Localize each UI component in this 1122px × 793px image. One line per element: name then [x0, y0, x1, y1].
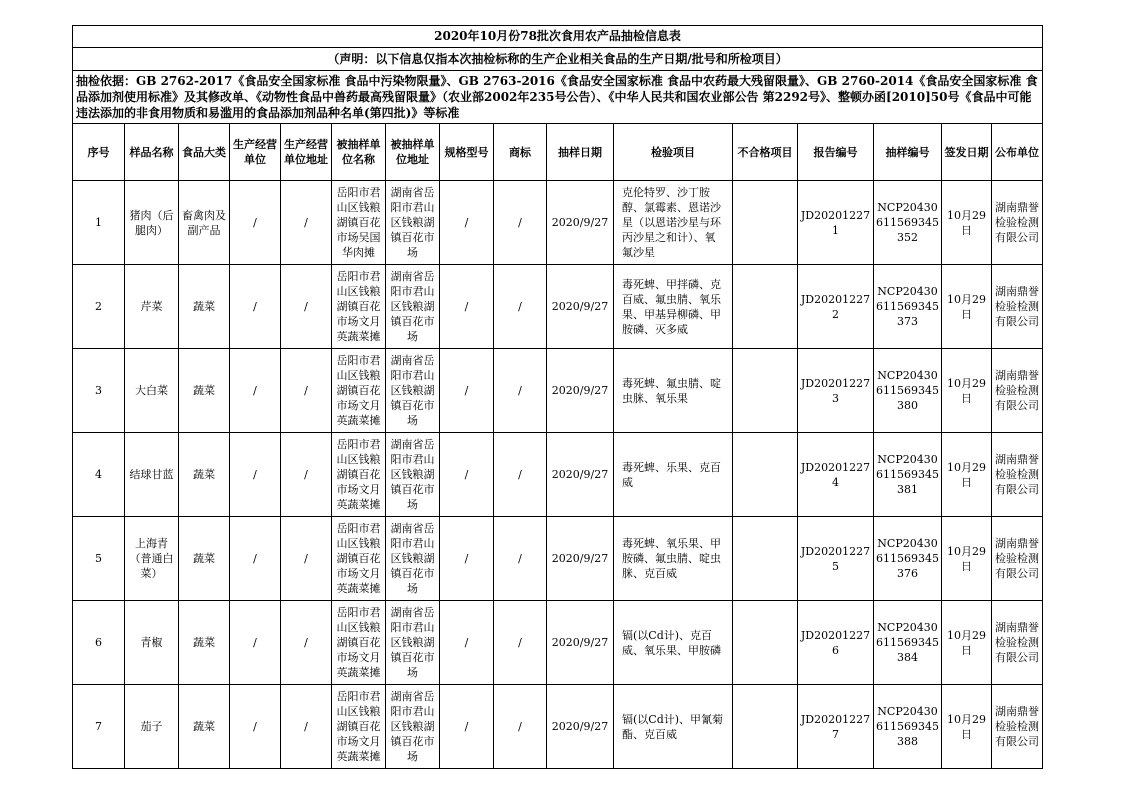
cell-sample-no: NCP20430611569345381: [874, 433, 942, 517]
header-category: 食品大类: [179, 124, 230, 181]
table-body: [73, 181, 1043, 769]
cell-brand: /: [494, 517, 547, 601]
cell-sample-no: NCP20430611569345384: [874, 601, 942, 685]
cell-date: 2020/9/27: [547, 601, 614, 685]
cell-items: 毒死蜱、甲拌磷、克百威、氟虫腈、氧乐果、甲基异柳磷、甲胺磷、灭多威: [614, 265, 733, 349]
cell-report-no: JD202012276: [798, 601, 874, 685]
cell-brand: /: [494, 685, 547, 769]
cell-sampled-unit: 岳阳市君山区钱粮湖镇百花市场文月英蔬菜摊: [332, 265, 386, 349]
cell-unqualified: [733, 349, 798, 433]
cell-unqualified: [733, 433, 798, 517]
table-row: [73, 433, 1043, 517]
header-sampled-addr: 被抽样单位地址: [386, 124, 440, 181]
cell-report-no: JD202012274: [798, 433, 874, 517]
cell-producer: /: [230, 265, 281, 349]
declaration: （声明：以下信息仅指本次抽检标称的生产企业相关食品的生产日期/批号和所检项目）: [73, 48, 1043, 71]
header-no: 序号: [73, 124, 125, 181]
header-items: 检验项目: [614, 124, 733, 181]
cell-sampled-unit: 岳阳市君山区钱粮湖镇百花市场吴国华肉摊: [332, 181, 386, 265]
cell-name: 芹菜: [125, 265, 179, 349]
cell-producer-addr: /: [281, 349, 332, 433]
table-row: [73, 517, 1043, 601]
cell-sampled-unit: 岳阳市君山区钱粮湖镇百花市场文月英蔬菜摊: [332, 433, 386, 517]
header-producer-addr: 生产经营单位地址: [281, 124, 332, 181]
cell-spec: /: [440, 181, 494, 265]
header-sampled-unit: 被抽样单位名称: [332, 124, 386, 181]
inspection-basis: 抽检依据：GB 2762-2017《食品安全国家标准 食品中污染物限量》、GB 2763-2016《食品安全国家标准 食品中农药最大残留限量》、GB 2760-2014《食品安全国家标准 食品添加剂使用标准》及其修改单、《动物性食品中兽药最高残留限量》（农业部2002年235号公告）、《中华人民共和国农业部公告 第2292号》、整顿办函[2010]50号《食品中可能违法添加的非食用物质和易滥用的食品添加剂品种名单(第四批)》等标准: [73, 71, 1043, 124]
cell-category: 蔬菜: [179, 517, 230, 601]
cell-spec: /: [440, 265, 494, 349]
header-spec: 规格型号: [440, 124, 494, 181]
cell-date: 2020/9/27: [547, 181, 614, 265]
cell-producer-addr: /: [281, 685, 332, 769]
cell-name: 茄子: [125, 685, 179, 769]
cell-sampled-addr: 湖南省岳阳市君山区钱粮湖镇百花市场: [386, 517, 440, 601]
header-report-no: 报告编号: [798, 124, 874, 181]
cell-sampled-addr: 湖南省岳阳市君山区钱粮湖镇百花市场: [386, 685, 440, 769]
cell-no: 3: [73, 349, 125, 433]
cell-items: 镉(以Cd计)、甲氰菊酯、克百威: [614, 685, 733, 769]
cell-spec: /: [440, 601, 494, 685]
cell-report-no: JD202012273: [798, 349, 874, 433]
header-name: 样品名称: [125, 124, 179, 181]
cell-sampled-unit: 岳阳市君山区钱粮湖镇百花市场文月英蔬菜摊: [332, 349, 386, 433]
cell-name: 上海青（普通白菜）: [125, 517, 179, 601]
cell-issue-date: 10月29日: [942, 181, 992, 265]
header-row: [73, 124, 1043, 181]
cell-sampled-unit: 岳阳市君山区钱粮湖镇百花市场文月英蔬菜摊: [332, 517, 386, 601]
cell-report-no: JD202012271: [798, 181, 874, 265]
cell-unqualified: [733, 517, 798, 601]
cell-no: 4: [73, 433, 125, 517]
cell-sample-no: NCP20430611569345380: [874, 349, 942, 433]
cell-producer: /: [230, 181, 281, 265]
cell-sampled-unit: 岳阳市君山区钱粮湖镇百花市场文月英蔬菜摊: [332, 685, 386, 769]
cell-items: 克伦特罗、沙丁胺醇、氯霉素、恩诺沙星（以恩诺沙星与环丙沙星之和计）、氧氟沙星: [614, 181, 733, 265]
cell-no: 6: [73, 601, 125, 685]
cell-category: 蔬菜: [179, 433, 230, 517]
cell-issue-date: 10月29日: [942, 265, 992, 349]
cell-category: 蔬菜: [179, 265, 230, 349]
cell-producer-addr: /: [281, 433, 332, 517]
cell-producer-addr: /: [281, 181, 332, 265]
cell-producer: /: [230, 349, 281, 433]
cell-unqualified: [733, 181, 798, 265]
cell-sampled-addr: 湖南省岳阳市君山区钱粮湖镇百花市场: [386, 181, 440, 265]
header-producer: 生产经营单位: [230, 124, 281, 181]
header-unqualified: 不合格项目: [733, 124, 798, 181]
inspection-table: [72, 25, 1043, 769]
cell-date: 2020/9/27: [547, 685, 614, 769]
sheet-title: 2020年10月份78批次食用农产品抽检信息表: [73, 26, 1043, 48]
cell-issue-date: 10月29日: [942, 685, 992, 769]
cell-issue-date: 10月29日: [942, 433, 992, 517]
cell-unqualified: [733, 265, 798, 349]
cell-publisher: 湖南鼎誉检验检测有限公司: [992, 433, 1043, 517]
header-sample-no: 抽样编号: [874, 124, 942, 181]
cell-publisher: 湖南鼎誉检验检测有限公司: [992, 181, 1043, 265]
header-issue-date: 签发日期: [942, 124, 992, 181]
cell-no: 5: [73, 517, 125, 601]
cell-publisher: 湖南鼎誉检验检测有限公司: [992, 517, 1043, 601]
cell-items: 毒死蜱、氧乐果、甲胺磷、氟虫腈、啶虫脒、克百威: [614, 517, 733, 601]
cell-issue-date: 10月29日: [942, 349, 992, 433]
cell-publisher: 湖南鼎誉检验检测有限公司: [992, 685, 1043, 769]
cell-items: 镉(以Cd计)、克百威、氧乐果、甲胺磷: [614, 601, 733, 685]
cell-sampled-unit: 岳阳市君山区钱粮湖镇百花市场文月英蔬菜摊: [332, 601, 386, 685]
cell-producer-addr: /: [281, 601, 332, 685]
cell-name: 大白菜: [125, 349, 179, 433]
cell-unqualified: [733, 685, 798, 769]
cell-no: 7: [73, 685, 125, 769]
cell-sampled-addr: 湖南省岳阳市君山区钱粮湖镇百花市场: [386, 349, 440, 433]
cell-brand: /: [494, 349, 547, 433]
cell-spec: /: [440, 433, 494, 517]
cell-date: 2020/9/27: [547, 433, 614, 517]
cell-report-no: JD202012272: [798, 265, 874, 349]
cell-sample-no: NCP20430611569345352: [874, 181, 942, 265]
table-row: [73, 601, 1043, 685]
cell-sampled-addr: 湖南省岳阳市君山区钱粮湖镇百花市场: [386, 601, 440, 685]
cell-publisher: 湖南鼎誉检验检测有限公司: [992, 601, 1043, 685]
cell-spec: /: [440, 517, 494, 601]
cell-producer-addr: /: [281, 265, 332, 349]
cell-sampled-addr: 湖南省岳阳市君山区钱粮湖镇百花市场: [386, 265, 440, 349]
cell-producer-addr: /: [281, 517, 332, 601]
table-row: [73, 685, 1043, 769]
inspection-sheet: [72, 25, 1042, 769]
cell-spec: /: [440, 685, 494, 769]
cell-spec: /: [440, 349, 494, 433]
cell-issue-date: 10月29日: [942, 601, 992, 685]
cell-brand: /: [494, 433, 547, 517]
table-row: [73, 265, 1043, 349]
cell-sample-no: NCP20430611569345388: [874, 685, 942, 769]
cell-name: 青椒: [125, 601, 179, 685]
table-row: [73, 349, 1043, 433]
cell-items: 毒死蜱、乐果、克百威: [614, 433, 733, 517]
cell-name: 猪肉（后腿肉）: [125, 181, 179, 265]
cell-unqualified: [733, 601, 798, 685]
cell-name: 结球甘蓝: [125, 433, 179, 517]
cell-no: 2: [73, 265, 125, 349]
cell-producer: /: [230, 685, 281, 769]
cell-category: 蔬菜: [179, 601, 230, 685]
cell-sample-no: NCP20430611569345373: [874, 265, 942, 349]
header-date: 抽样日期: [547, 124, 614, 181]
cell-date: 2020/9/27: [547, 265, 614, 349]
cell-brand: /: [494, 181, 547, 265]
cell-category: 畜禽肉及副产品: [179, 181, 230, 265]
cell-report-no: JD202012277: [798, 685, 874, 769]
cell-issue-date: 10月29日: [942, 517, 992, 601]
cell-sample-no: NCP20430611569345376: [874, 517, 942, 601]
cell-report-no: JD202012275: [798, 517, 874, 601]
cell-brand: /: [494, 601, 547, 685]
header-brand: 商标: [494, 124, 547, 181]
cell-no: 1: [73, 181, 125, 265]
cell-publisher: 湖南鼎誉检验检测有限公司: [992, 265, 1043, 349]
cell-sampled-addr: 湖南省岳阳市君山区钱粮湖镇百花市场: [386, 433, 440, 517]
cell-brand: /: [494, 265, 547, 349]
cell-producer: /: [230, 601, 281, 685]
cell-items: 毒死蜱、氟虫腈、啶虫脒、氧乐果: [614, 349, 733, 433]
cell-date: 2020/9/27: [547, 349, 614, 433]
cell-producer: /: [230, 433, 281, 517]
cell-category: 蔬菜: [179, 349, 230, 433]
cell-category: 蔬菜: [179, 685, 230, 769]
table-row: [73, 181, 1043, 265]
cell-publisher: 湖南鼎誉检验检测有限公司: [992, 349, 1043, 433]
cell-date: 2020/9/27: [547, 517, 614, 601]
cell-producer: /: [230, 517, 281, 601]
header-publisher: 公布单位: [992, 124, 1043, 181]
